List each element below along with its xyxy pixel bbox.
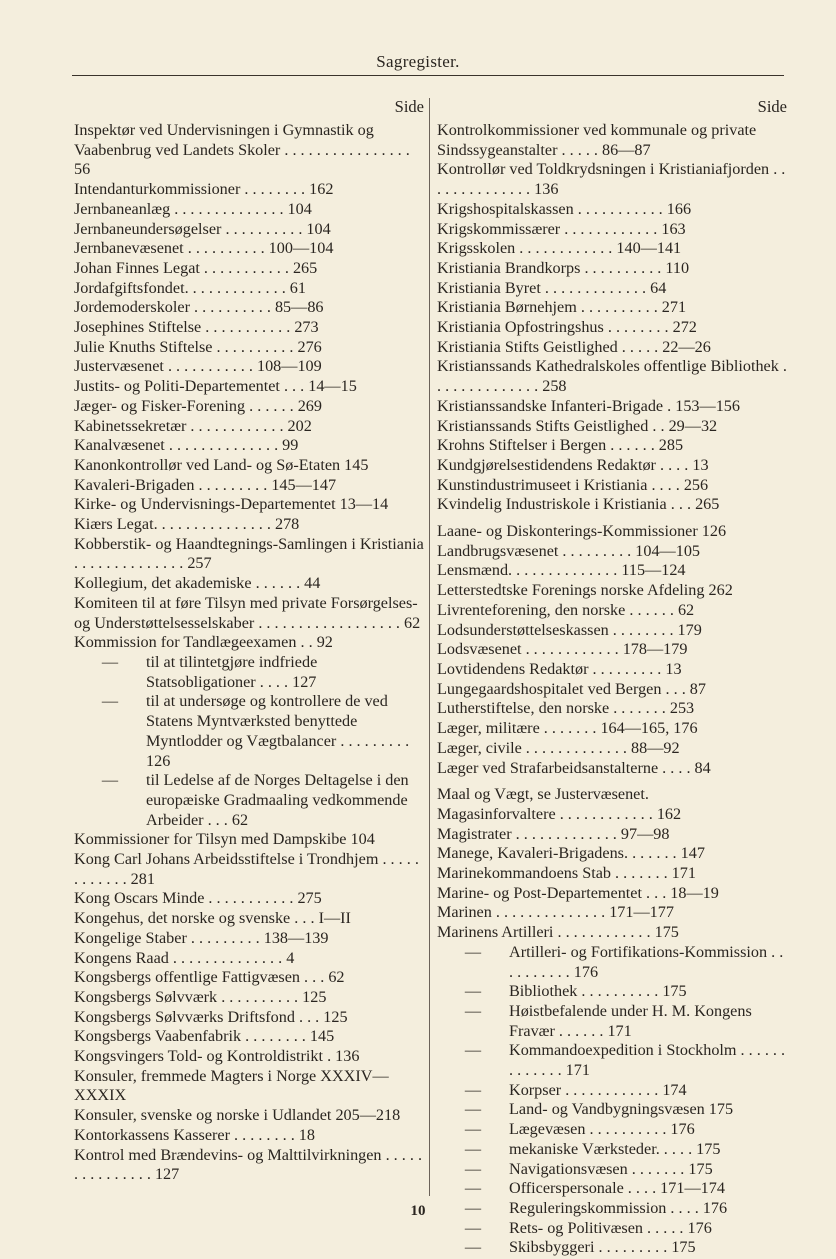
index-entry: Konsuler, svenske og norske i Udlandet 205—218 [74,1106,401,1125]
repeat-dash: — [464,942,482,961]
index-subentry [74,692,424,771]
index-entry: Kobberstik- og Haandtegnings-Samlingen i Kristiania . . . . . . . . . . . . . . 257 [74,534,424,573]
repeat-dash: — [464,1179,482,1198]
repeat-dash: — [464,1041,482,1060]
index-entry: Kristiania Brandkorps . . . . . . . . . . 110 [437,258,690,277]
index-entry: Kommissioner for Tilsyn med Dampskibe 104 [74,830,375,849]
index-entry: Krigskommissærer . . . . . . . . . . . . 163 [437,219,686,238]
index-entry: Justervæsenet . . . . . . . . . . . 108—109 [74,357,322,376]
index-entry: Lodsvæsenet . . . . . . . . . . . . 178—179 [437,640,688,659]
index-entry: Kabinetssekretær . . . . . . . . . . . . 202 [74,416,312,435]
index-subentry-text: til at tilintetgjøre indfriede Statsobligationer . . . . 127 [146,652,318,691]
index-entry: Johan Finnes Legat . . . . . . . . . . . 265 [74,258,318,277]
index-entry: Kristiania Børnehjem . . . . . . . . . . 271 [437,298,687,317]
index-entry: Lungegaardshospitalet ved Bergen . . . 87 [437,679,706,698]
index-subentry-text: til at undersøge og kontrollere de ved Statens Myntværksted benyttede Myntlodder og Vægtbalancer . . . . . . . . . 126 [146,692,410,770]
repeat-dash: — [464,1120,482,1139]
header-rule [72,75,784,76]
index-subentry [437,1140,787,1160]
index-entry: Kvindelig Industriskole i Kristiania . . . 265 [437,495,720,514]
index-entry: Kontrollør ved Toldkrydsningen i Kristianiafjorden . . . . . . . . . . . . . . 136 [437,160,786,199]
index-subentry-text: mekaniske Værksteder. . . . . 175 [509,1139,721,1158]
index-subentry [437,1100,787,1120]
index-entry: Komiteen til at føre Tilsyn med private Forsørgelses- og Understøttelsesselskaber . . . . . . . . . . . . . . . . . . 62 [74,593,421,632]
index-entry: Kollegium, det akademiske . . . . . . 44 [74,574,321,593]
index-list-left [74,121,424,1185]
index-entry: Lovtidendens Redaktør . . . . . . . . . 13 [437,659,682,678]
index-entry: Kristianssandske Infanteri-Brigade . 153—156 [437,396,740,415]
index-entry: Justits- og Politi-Departementet . . . 14—15 [74,377,357,396]
index-subentry [74,653,424,692]
repeat-dash: — [464,982,482,1001]
index-entry: Magistrater . . . . . . . . . . . . . 97—98 [437,824,670,843]
repeat-dash: — [101,692,119,711]
index-entry: Læger ved Strafarbeidsanstalterne . . . . 84 [437,758,711,777]
index-entry: Kongsbergs Sølvværk . . . . . . . . . . 125 [74,987,327,1006]
section-gap [437,778,787,785]
index-subentry-text: Land- og Vandbygningsvæsen 175 [509,1100,734,1119]
index-entry: Krohns Stiftelser i Bergen . . . . . . 285 [437,436,684,455]
repeat-dash: — [101,652,119,671]
index-entry: Jernbanevæsenet . . . . . . . . . . 100—104 [74,239,334,258]
index-entry: Kristiania Stifts Geistlighed . . . . . 22—26 [437,337,711,356]
index-entry: Krigshospitalskassen . . . . . . . . . . . 166 [437,199,692,218]
index-entry: Landbrugsvæsenet . . . . . . . . . 104—105 [437,541,701,560]
index-subentry-text: Officerspersonale . . . . 171—174 [509,1179,725,1198]
repeat-dash: — [464,1238,482,1257]
index-entry: Lodsunderstøttelseskassen . . . . . . . . 179 [437,620,702,639]
index-subentry-text: til Ledelse af de Norges Deltagelse i den europæiske Gradmaaling vedkommende Arbeider . . . 62 [146,771,409,829]
index-entry: Jernbaneanlæg . . . . . . . . . . . . . . 104 [74,199,312,218]
index-subentry [74,771,424,830]
index-entry: Kristianssands Stifts Geistlighed . . 29—32 [437,416,718,435]
index-entry: Læger, civile . . . . . . . . . . . . . 88—92 [437,738,680,757]
index-subentry-text: Kommandoexpedition i Stockholm . . . . . . . . . . . . . 171 [509,1041,786,1080]
index-subentry-text: Reguleringskommission . . . . 176 [509,1198,728,1217]
index-entry: Marine- og Post-Departementet . . . 18—19 [437,883,719,902]
index-subentry-text: Korpser . . . . . . . . . . . . 174 [509,1080,687,1099]
index-entry: Kanalvæsenet . . . . . . . . . . . . . . 99 [74,436,299,455]
index-subentry-text: Lægevæsen . . . . . . . . . . 176 [509,1120,695,1139]
index-entry: Krigsskolen . . . . . . . . . . . . 140—141 [437,239,682,258]
repeat-dash: — [464,1218,482,1237]
section-gap [437,515,787,522]
index-entry: Marinens Artilleri . . . . . . . . . . . . 175 [437,923,679,942]
index-entry: Kongsbergs Vaabenfabrik . . . . . . . . 145 [74,1027,335,1046]
index-column-right [437,95,787,1258]
index-entry: Lensmænd. . . . . . . . . . . . . . 115—124 [437,561,686,580]
index-entry: Kiærs Legat. . . . . . . . . . . . . . . 278 [74,515,300,534]
index-entry: Manege, Kavaleri-Brigadens. . . . . . . 147 [437,844,705,863]
repeat-dash: — [464,1080,482,1099]
repeat-dash: — [464,1198,482,1217]
index-entry: Jernbaneundersøgelser . . . . . . . . . . 104 [74,219,331,238]
index-entry: Kongehus, det norske og svenske . . . I—II [74,909,351,928]
index-entry: Kong Oscars Minde . . . . . . . . . . . 275 [74,889,322,908]
index-entry: Kirke- og Undervisnings-Departementet 13—14 [74,495,389,514]
index-subentry-text: Skibsbyggeri . . . . . . . . . 175 [509,1238,696,1257]
repeat-dash: — [464,1139,482,1158]
index-entry: Laane- og Diskonterings-Kommissioner 126 [437,522,727,541]
page-header-title: Sagregister. [376,52,460,71]
index-entry: Letterstedtske Forenings norske Afdeling 262 [437,581,733,600]
index-entry: Kontrol med Brændevins- og Malttilvirkningen . . . . . . . . . . . . . . . 127 [74,1145,422,1184]
index-subentry [437,1041,787,1080]
index-entry: Kommission for Tandlægeexamen . . 92 [74,633,333,652]
page-number: 10 [410,1203,426,1219]
side-label-right: Side [757,97,787,116]
index-entry: Kongsvingers Told- og Kontroldistrikt . 136 [74,1047,360,1066]
index-entry: Marinekommandoens Stab . . . . . . . 171 [437,864,696,883]
index-entry: Marinen . . . . . . . . . . . . . . 171—177 [437,903,674,922]
repeat-dash: — [464,1001,482,1020]
index-entry: Inspektør ved Undervisningen i Gymnastik og Vaabenbrug ved Landets Skoler . . . . . . . . . . . . . . . . 56 [74,121,410,179]
index-entry: Kristiania Byret . . . . . . . . . . . . . 64 [437,278,667,297]
index-entry: Jæger- og Fisker-Forening . . . . . . 269 [74,396,322,415]
index-entry: Lutherstiftelse, den norske . . . . . . . 253 [437,699,695,718]
index-entry: Intendanturkommissioner . . . . . . . . 162 [74,180,334,199]
column-divider [429,98,430,1196]
index-entry: Kanonkontrollør ved Land- og Sø-Etaten 145 [74,455,369,474]
index-subentry-text: Navigationsvæsen . . . . . . . 175 [509,1159,713,1178]
side-label-left: Side [394,97,424,116]
index-entry: Kontrolkommissioner ved kommunale og private Sindssygeanstalter . . . . . 86—87 [437,121,757,159]
index-subentry [437,1219,787,1239]
index-entry: Kongens Raad . . . . . . . . . . . . . . 4 [74,948,295,967]
index-subentry [437,1179,787,1199]
index-entry: Livrenteforening, den norske . . . . . . 62 [437,600,695,619]
index-entry: Jordemoderskoler . . . . . . . . . . 85—86 [74,298,324,317]
index-subentry-text: Artilleri- og Fortifikations-Kommission . . . . . . . . . . 176 [509,942,784,981]
index-entry: Kontorkassens Kasserer . . . . . . . . 18 [74,1125,315,1144]
index-entry: Konsuler, fremmede Magters i Norge XXXIV—XXXIX [74,1066,389,1105]
index-column-left [74,95,424,1185]
index-entry: Josephines Stiftelse . . . . . . . . . . . 273 [74,318,319,337]
index-entry: Kunstindustrimuseet i Kristiania . . . . 256 [437,475,709,494]
index-subentry [437,982,787,1002]
index-subentry-text: Bibliothek . . . . . . . . . . 175 [509,982,687,1001]
index-entry: Magasinforvaltere . . . . . . . . . . . . 162 [437,804,682,823]
index-entry: Kong Carl Johans Arbeidsstiftelse i Trondhjem . . . . . . . . . . . . 281 [74,850,419,888]
index-entry: Kongsbergs Sølvværks Driftsfond . . . 125 [74,1007,348,1026]
repeat-dash: — [101,771,119,790]
index-entry: Julie Knuths Stiftelse . . . . . . . . . . 276 [74,337,322,356]
index-entry: Jordafgiftsfondet. . . . . . . . . . . . . 61 [74,278,306,297]
repeat-dash: — [464,1100,482,1119]
index-entry: Læger, militære . . . . . . . 164—165, 176 [437,719,698,738]
index-entry: Kongelige Staber . . . . . . . . . 138—139 [74,928,329,947]
index-subentry-text: Høistbefalende under H. M. Kongens Fravær . . . . . . 171 [509,1001,752,1040]
index-entry: Kundgjørelsestidendens Redaktør . . . . 13 [437,455,709,474]
index-entry: Maal og Vægt, se Justervæsenet. [437,785,649,804]
index-subentry [437,943,787,982]
index-entry: Kristianssands Kathedralskoles offentlige Bibliothek . . . . . . . . . . . . . . 258 [437,357,787,396]
index-entry: Kavaleri-Brigaden . . . . . . . . . 145—147 [74,475,337,494]
index-list-right [437,121,787,1258]
index-entry: Kristiania Opfostringshus . . . . . . . . 272 [437,318,697,337]
index-subentry [437,1002,787,1041]
index-entry: Kongsbergs offentlige Fattigvæsen . . . 62 [74,968,345,987]
index-subentry [437,1238,787,1258]
repeat-dash: — [464,1159,482,1178]
index-subentry [437,1081,787,1101]
index-subentry [437,1160,787,1180]
index-subentry-text: Rets- og Politivæsen . . . . . 176 [509,1218,712,1237]
index-subentry [437,1120,787,1140]
